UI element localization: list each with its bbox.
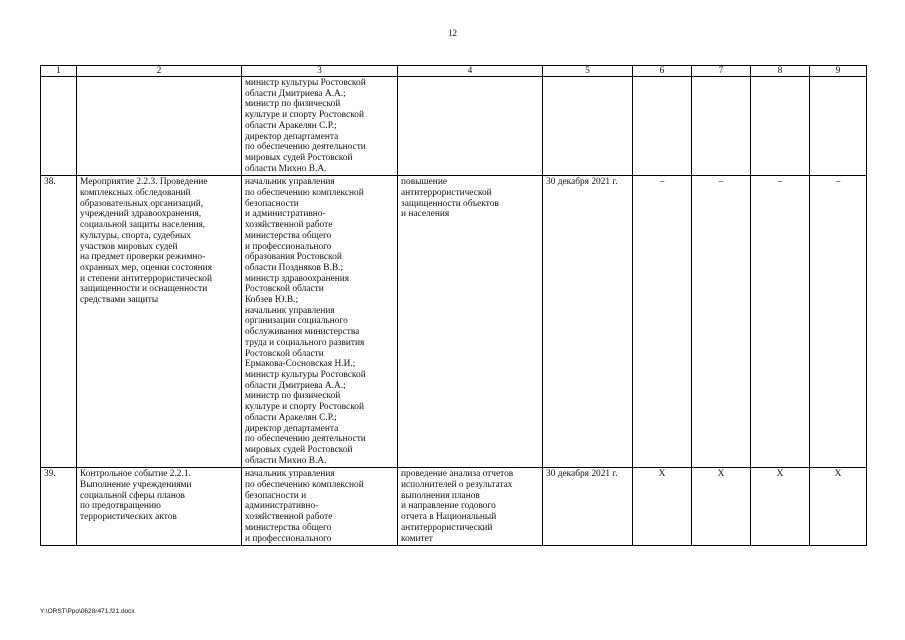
value-cell: Х <box>810 468 867 546</box>
row-number: 38. <box>41 176 77 468</box>
row-number: 39. <box>41 468 77 546</box>
column-header: 5 <box>543 66 633 77</box>
value-cell: – <box>751 176 810 468</box>
page-number: 12 <box>448 28 457 38</box>
column-header: 1 <box>41 66 77 77</box>
event-cell: Мероприятие 2.2.3. Проведение комплексных обследований образовательных организаций, учреждений здравоохранения, социальной защиты населения, культуры, спорта, судебных участков мировых судей на предмет проверки режимно- охранных мер, оценки состояния и степени антитеррористической защищенности и оснащенности средствами защиты <box>77 176 242 468</box>
responsible-cell: начальник управления по обеспечению комплексной безопасности и административно- хозяйственной работе министерства общего и профессионального <box>242 468 398 546</box>
value-cell <box>810 77 867 176</box>
value-cell <box>751 77 810 176</box>
column-number-row <box>41 66 867 77</box>
responsible-cell: начальник управления по обеспечению комплексной безопасности и административно- хозяйственной работе министерства общего и профессионального образования Ростовской области Поздняков В.В.; министр здравоохранения Ростовской области Кобзев Ю.В.; начальник управления организации социального обслуживания министерства труда и социального развития Ростовской области Ермакова-Сосновская Н.И.; министр культуры Ростовской области Дмитриева А.А.; министр по физической культуре и спорту Ростовской области Аракелян С.Р.; директор департамента по обеспечению деятельности мировых судей Ростовской области Михно В.А. <box>242 176 398 468</box>
table-row <box>41 468 867 546</box>
column-header: 6 <box>633 66 692 77</box>
plan-table <box>40 65 867 546</box>
value-cell: – <box>633 176 692 468</box>
result-cell <box>398 77 543 176</box>
value-cell: Х <box>692 468 751 546</box>
table-row <box>41 176 867 468</box>
value-cell <box>692 77 751 176</box>
value-cell <box>633 77 692 176</box>
responsible-cell: министр культуры Ростовской области Дмитриева А.А.; министр по физической культуре и спорту Ростовской области Аракелян С.Р.; директор департамента по обеспечению деятельности мировых судей Ростовской области Михно В.А. <box>242 77 398 176</box>
column-header: 9 <box>810 66 867 77</box>
table-row <box>41 77 867 176</box>
column-header: 8 <box>751 66 810 77</box>
value-cell: – <box>692 176 751 468</box>
column-header: 2 <box>77 66 242 77</box>
event-cell <box>77 77 242 176</box>
column-header: 4 <box>398 66 543 77</box>
deadline-cell: 30 декабря 2021 г. <box>543 176 633 468</box>
value-cell: Х <box>633 468 692 546</box>
column-header: 7 <box>692 66 751 77</box>
file-path-footer: Y:\ORST\Ppo\0628r471.f21.docx <box>40 608 135 615</box>
event-cell: Контрольное событие 2.2.1. Выполнение учреждениями социальной сферы планов по предотвращению террористических актов <box>77 468 242 546</box>
value-cell: Х <box>751 468 810 546</box>
value-cell: – <box>810 176 867 468</box>
deadline-cell <box>543 77 633 176</box>
deadline-cell: 30 декабря 2021 г. <box>543 468 633 546</box>
column-header: 3 <box>242 66 398 77</box>
row-number <box>41 77 77 176</box>
result-cell: повышение антитеррористической защищенности объектов и населения <box>398 176 543 468</box>
result-cell: проведение анализа отчетов исполнителей о результатах выполнения планов и направление годового отчета в Национальный антитеррористический комитет <box>398 468 543 546</box>
